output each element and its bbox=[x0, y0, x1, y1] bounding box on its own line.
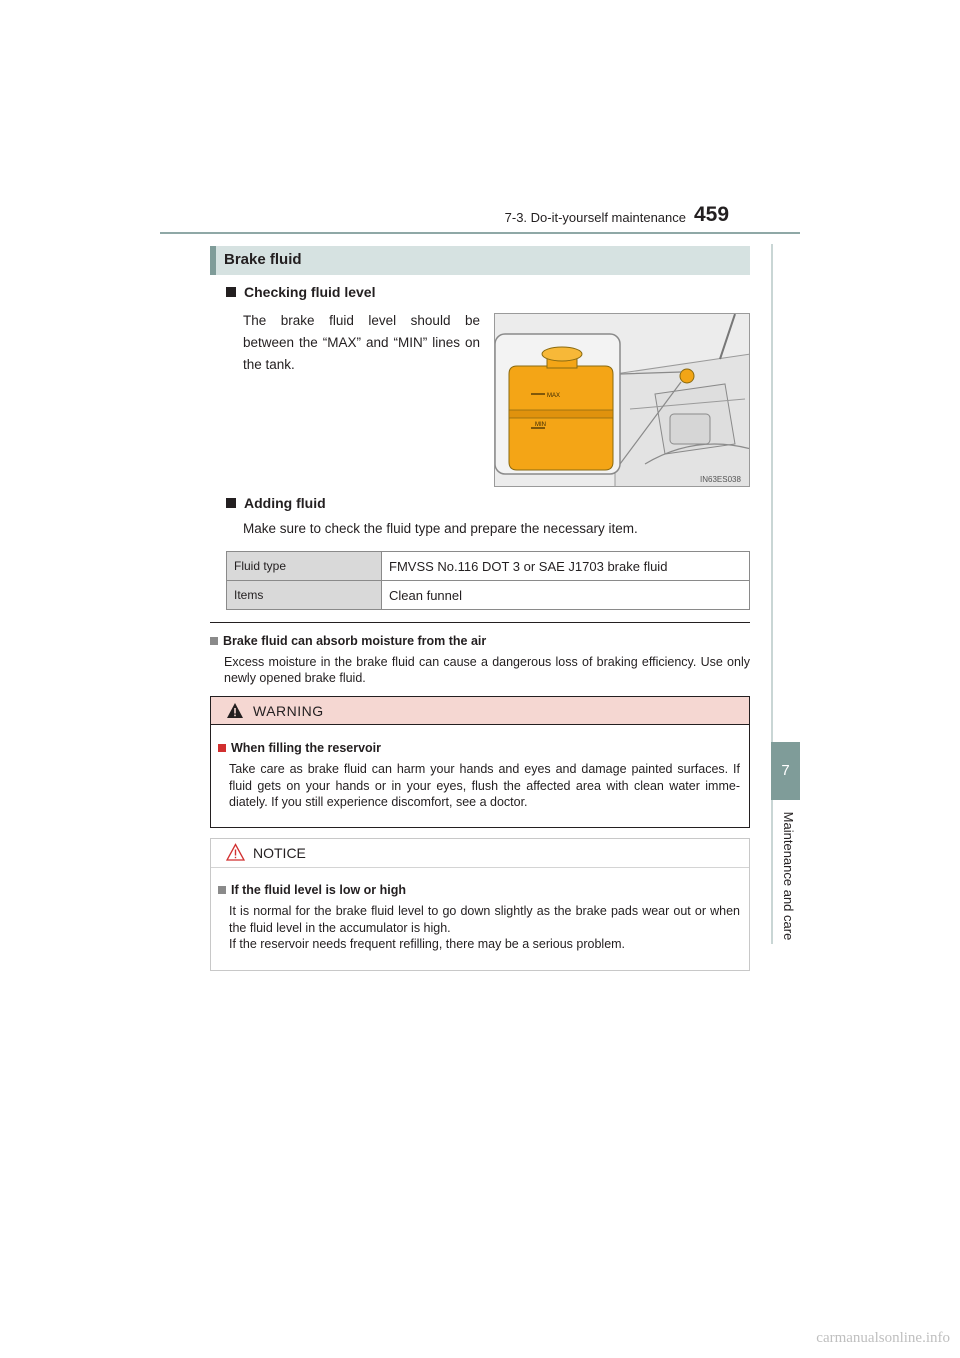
adding-body: Make sure to check the fluid type and prepare the necessary item. bbox=[243, 521, 638, 536]
fluid-items-table bbox=[226, 551, 750, 610]
notice-heading: If the fluid level is low or high bbox=[218, 883, 406, 897]
warning-triangle-icon bbox=[226, 702, 244, 719]
chapter-tab-label: Maintenance and care bbox=[781, 811, 796, 941]
illustration-code: IN63ES038 bbox=[700, 475, 741, 484]
chapter-tab: 7 bbox=[771, 742, 800, 800]
table-key-cell: Fluid type bbox=[227, 552, 382, 581]
adding-heading: Adding fluid bbox=[226, 495, 326, 511]
warning-body: Take care as brake fluid can harm your hands and eyes and damage painted surfaces. If fluid gets on your hands or in your eyes, flush the affected area with clean water imme-diately. If you still experience discomfort, see a doctor. bbox=[229, 762, 740, 809]
bullet-square-icon bbox=[226, 498, 236, 508]
note-body: Excess moisture in the brake fluid can cause a dangerous loss of braking efficiency. Use only newly opened brake fluid. bbox=[224, 655, 750, 685]
section-divider bbox=[210, 622, 750, 623]
page-number: 459 bbox=[694, 203, 730, 226]
notice-paragraph: If the reservoir needs frequent refilling, there may be a serious problem. bbox=[229, 937, 626, 951]
bullet-square-icon bbox=[210, 637, 218, 645]
running-header-section: 7-3. Do-it-yourself maintenance bbox=[504, 210, 686, 225]
section-title: Brake fluid bbox=[224, 251, 302, 268]
notice-body bbox=[229, 903, 740, 953]
section-title-accent bbox=[210, 246, 216, 275]
min-line-label: MIN bbox=[535, 422, 546, 428]
bullet-square-icon bbox=[226, 287, 236, 297]
max-line-label: MAX bbox=[547, 393, 561, 399]
brake-fluid-reservoir-illustration bbox=[494, 313, 750, 487]
notice-paragraph: It is normal for the brake fluid level to go down slightly as the brake pads wear out or when the fluid level in the accumulator is high. bbox=[229, 904, 740, 935]
bullet-square-icon bbox=[218, 744, 226, 752]
table-key-cell: Items bbox=[227, 581, 382, 610]
table-value-cell: FMVSS No.116 DOT 3 or SAE J1703 brake fluid bbox=[382, 552, 750, 581]
engine-bay-drawing bbox=[495, 314, 750, 487]
warning-heading: When filling the reservoir bbox=[218, 741, 381, 755]
caution-triangle-icon bbox=[226, 843, 245, 861]
table-value-cell: Clean funnel bbox=[382, 581, 750, 610]
checking-body: The brake fluid level should be between the “MAX” and “MIN” lines on the tank. bbox=[243, 313, 480, 372]
warning-title: WARNING bbox=[253, 703, 324, 719]
side-tab-rule bbox=[771, 244, 773, 944]
note-heading: Brake fluid can absorb moisture from the air bbox=[210, 634, 486, 648]
bullet-square-icon bbox=[218, 886, 226, 894]
footer-watermark: carmanualsonline.info bbox=[816, 1330, 950, 1346]
table-row bbox=[227, 552, 750, 581]
checking-heading: Checking fluid level bbox=[226, 284, 375, 300]
table-row bbox=[227, 581, 750, 610]
header-rule bbox=[160, 232, 800, 234]
notice-title: NOTICE bbox=[253, 845, 306, 861]
